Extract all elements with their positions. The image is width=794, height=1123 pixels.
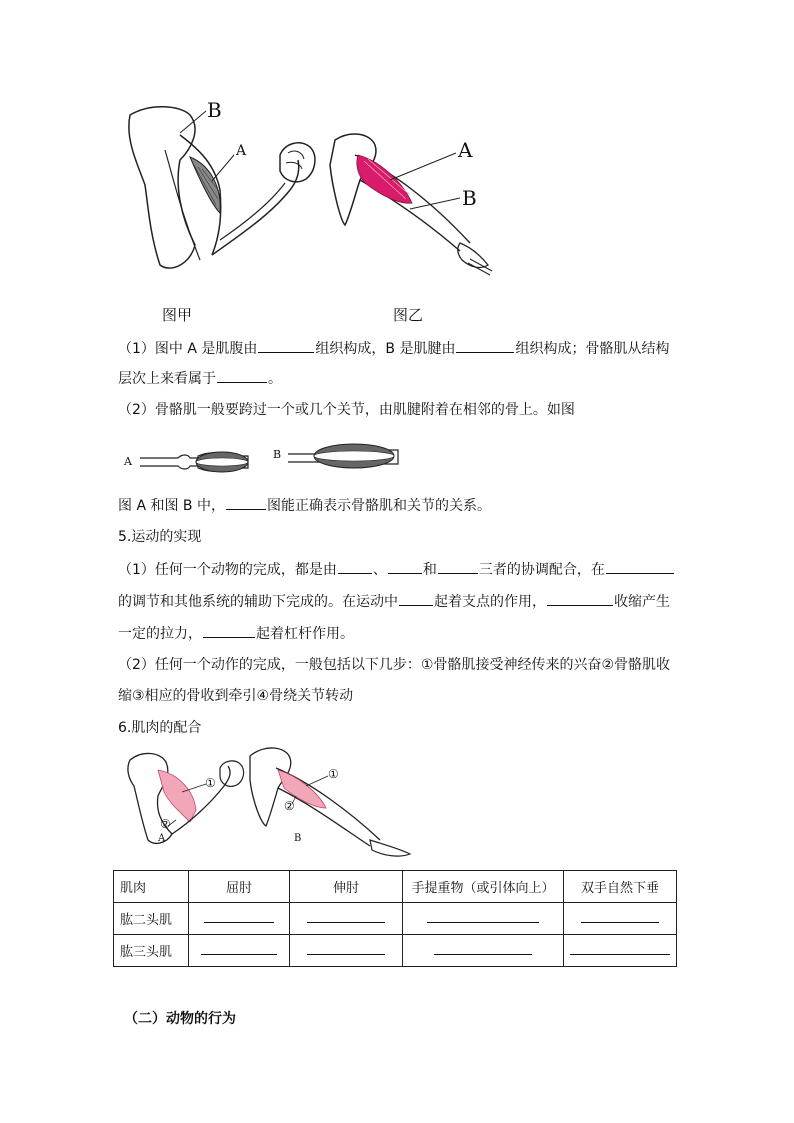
s5-line2 xyxy=(118,591,670,612)
s5-text-a: （1）任何一个动物的完成，都是由 xyxy=(118,562,337,578)
q2-line2 xyxy=(118,495,491,516)
jia-label-b: B xyxy=(207,98,222,122)
coop-label-1: ① xyxy=(205,776,216,790)
blank-s5-6[interactable] xyxy=(547,591,613,606)
th-flex-elbow: 屈肘 xyxy=(189,871,290,903)
s5-line3 xyxy=(118,623,354,644)
th-muscle: 肌肉 xyxy=(114,871,189,903)
section-two-heading: （二）动物的行为 xyxy=(124,1011,236,1027)
yi-label-a: A xyxy=(458,138,473,162)
table-row xyxy=(114,903,677,935)
s5-text-h: 一定的拉力， xyxy=(118,626,202,642)
blank-s5-7[interactable] xyxy=(203,623,255,638)
row-name-triceps: 肱三头肌 xyxy=(114,935,189,967)
q1-line1 xyxy=(118,338,669,359)
coop-label-2: ② xyxy=(160,817,171,831)
cell-blank[interactable] xyxy=(189,935,290,967)
cell-blank[interactable] xyxy=(403,935,564,967)
coop-label-a: A xyxy=(158,833,166,844)
s5-text-c: 和 xyxy=(422,562,437,578)
q1-text-b: 组织构成，B 是肌腱由 xyxy=(315,341,456,357)
q2-text-b: 图能正确表示骨骼肌和关节的关系。 xyxy=(266,498,491,514)
jia-label-a: A xyxy=(236,143,247,159)
q1-text-c: 组织构成；骨骼肌从结构 xyxy=(515,341,670,357)
table-header-row xyxy=(114,871,677,903)
q2-text-a: 图 A 和图 B 中， xyxy=(118,498,225,514)
s5-text-b: 、 xyxy=(372,562,387,578)
q1-text-e: 。 xyxy=(268,371,282,387)
section5-title: 5.运动的实现 xyxy=(118,529,202,545)
q1-line2 xyxy=(118,368,282,389)
bone-label-b: B xyxy=(273,448,282,461)
blank-muscle-belly[interactable] xyxy=(258,338,314,353)
s5-text-g: 收缩产生 xyxy=(614,594,670,610)
cell-blank[interactable] xyxy=(290,903,403,935)
caption-yi: 图乙 xyxy=(393,306,424,324)
bone-label-a: A xyxy=(124,455,132,468)
blank-s5-1[interactable] xyxy=(338,559,372,574)
blank-tendon[interactable] xyxy=(456,338,514,353)
coop-label-b1: ① xyxy=(328,767,339,781)
cell-blank[interactable] xyxy=(403,903,564,935)
q2-line1: （2）骨骼肌一般要跨过一个或几个关节，由肌腱附着在相邻的骨上。如图 xyxy=(118,402,575,418)
figure-bone-joint xyxy=(118,432,418,482)
th-extend-elbow: 伸肘 xyxy=(290,871,403,903)
s5-text-d: 三者的协调配合，在 xyxy=(478,562,605,578)
blank-s5-4[interactable] xyxy=(606,559,674,574)
coop-label-b2: ② xyxy=(284,799,295,813)
blank-s5-2[interactable] xyxy=(388,559,422,574)
cell-blank[interactable] xyxy=(564,903,677,935)
s5-text-i: 起着杠杆作用。 xyxy=(256,626,354,642)
figure-jia-arm xyxy=(120,95,340,280)
row-name-biceps: 肱二头肌 xyxy=(114,903,189,935)
s5-text-e: 的调节和其他系统的辅助下完成的。在运动中 xyxy=(118,594,398,610)
blank-s5-5[interactable] xyxy=(399,591,433,606)
s5-line5: 缩③相应的骨收到牵引④骨绕关节转动 xyxy=(118,688,354,704)
cell-blank[interactable] xyxy=(564,935,677,967)
cell-blank[interactable] xyxy=(290,935,403,967)
blank-correct-figure[interactable] xyxy=(226,495,266,510)
yi-label-b: B xyxy=(462,186,477,210)
th-arms-down: 双手自然下垂 xyxy=(564,871,677,903)
table-row xyxy=(114,935,677,967)
blank-structure-level[interactable] xyxy=(217,368,267,383)
section6-title: 6.肌肉的配合 xyxy=(118,720,202,736)
q1-text-d: 层次上来看属于 xyxy=(118,371,216,387)
s5-line4: （2）任何一个动作的完成，一般包括以下几步：①骨骼肌接受神经传来的兴奋②骨骼肌收 xyxy=(118,657,671,673)
muscle-table xyxy=(113,870,677,967)
s5-text-f: 起着支点的作用， xyxy=(434,594,546,610)
caption-jia: 图甲 xyxy=(162,306,193,324)
cell-blank[interactable] xyxy=(189,903,290,935)
q1-text-a: （1）图中 A 是肌腹由 xyxy=(118,341,258,357)
coop-label-b: B xyxy=(294,833,302,844)
blank-s5-3[interactable] xyxy=(438,559,478,574)
th-lift-weight: 手提重物（或引体向上） xyxy=(403,871,564,903)
s5-line1 xyxy=(118,559,675,580)
